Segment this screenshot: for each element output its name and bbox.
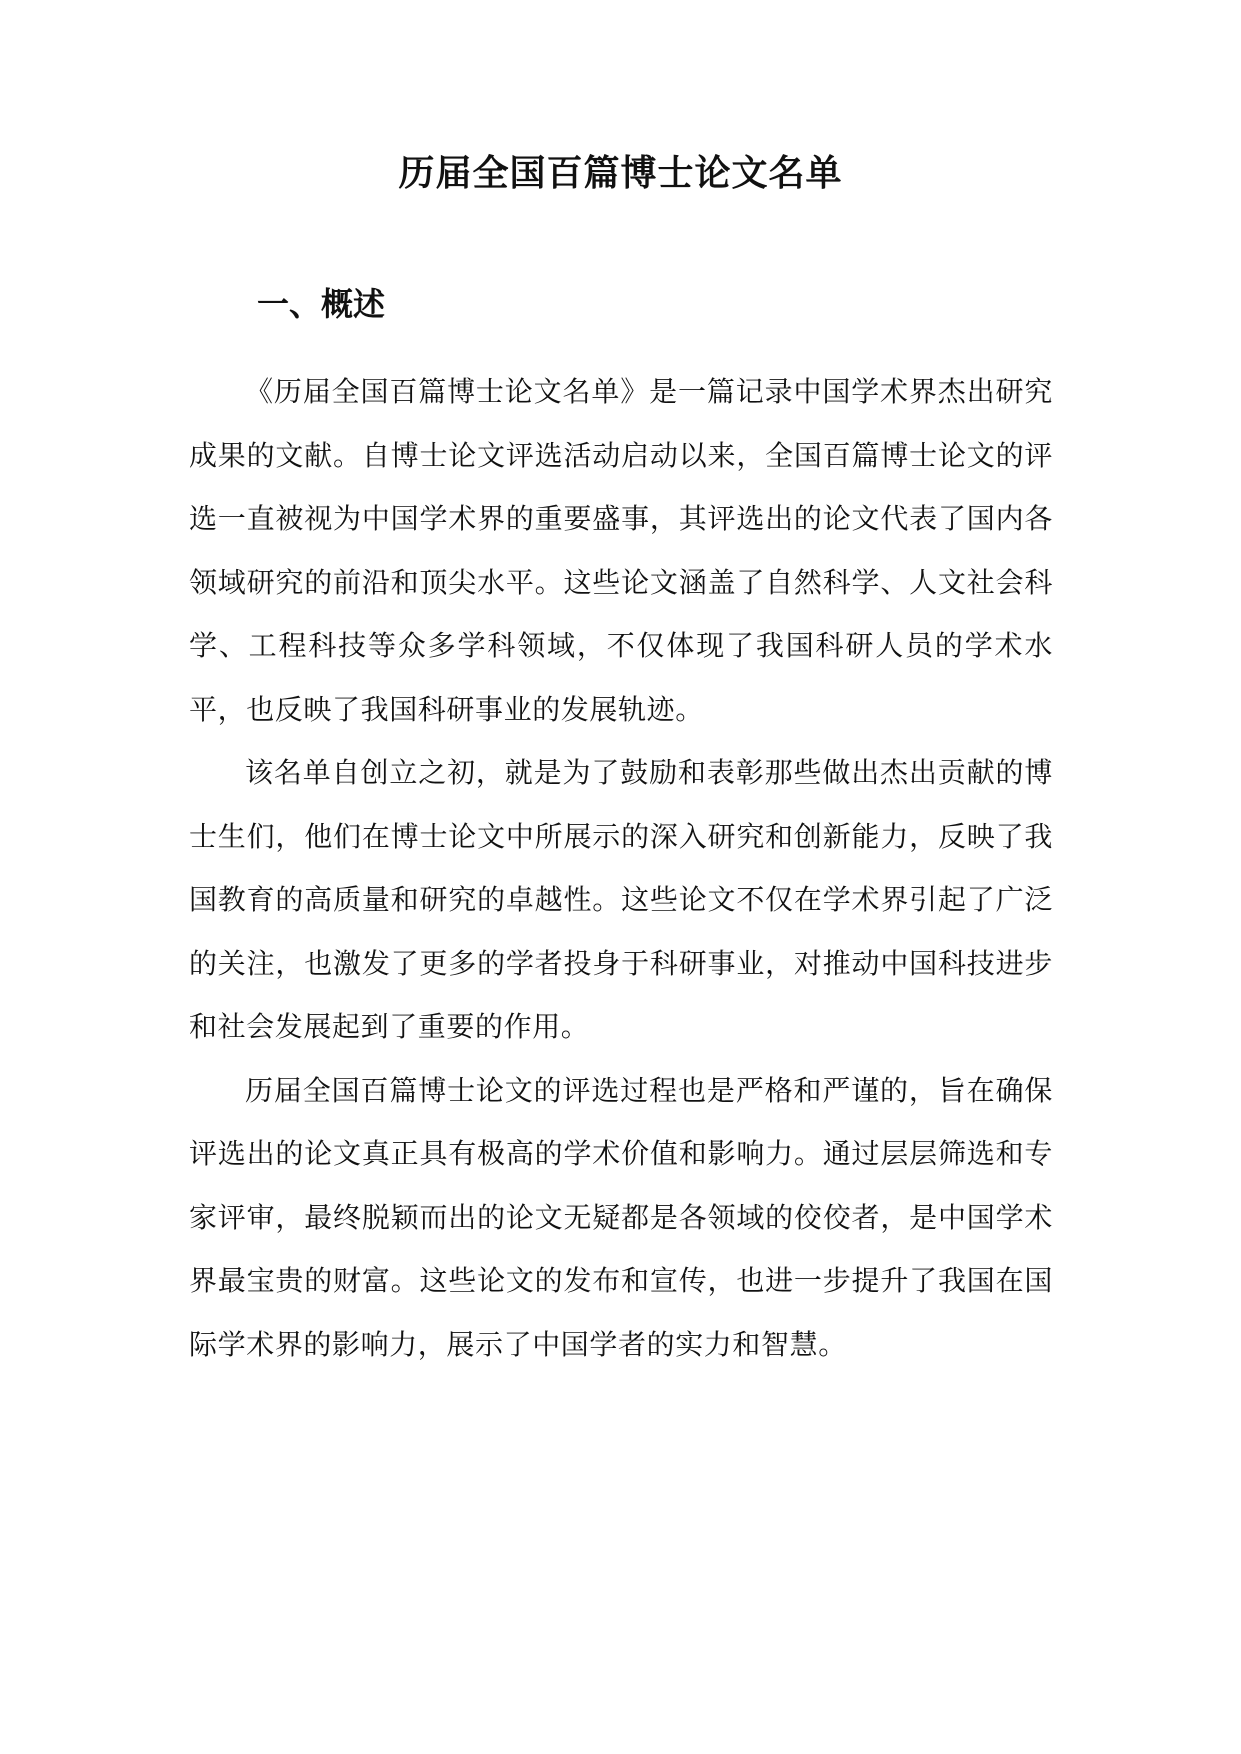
paragraph-2: 该名单自创立之初，就是为了鼓励和表彰那些做出杰出贡献的博士生们，他们在博士论文中所展示的深入研究和创新能力，反映了我国教育的高质量和研究的卓越性。这些论文不仅在学术界引起了广泛的关注，也激发了更多的学者投身于科研事业，对推动中国科技进步和社会发展起到了重要的作用。 [189, 756, 1053, 1043]
section-heading: 一、概述 [257, 285, 386, 323]
paragraph-3: 历届全国百篇博士论文的评选过程也是严格和严谨的，旨在确保评选出的论文真正具有极高的学术价值和影响力。通过层层筛选和专家评审，最终脱颖而出的论文无疑都是各领域的佼佼者，是中国学术界最宝贵的财富。这些论文的发布和宣传，也进一步提升了我国在国际学术界的影响力，展示了中国学者的实力和智慧。 [189, 1073, 1053, 1361]
document-body [189, 360, 1053, 1376]
document-title: 历届全国百篇博士论文名单 [398, 153, 843, 194]
paragraph-1: 《历届全国百篇博士论文名单》是一篇记录中国学术界杰出研究成果的文献。自博士论文评选活动启动以来，全国百篇博士论文的评选一直被视为中国学术界的重要盛事，其评选出的论文代表了国内各领域研究的前沿和顶尖水平。这些论文涵盖了自然科学、人文社会科学、工程科技等众多学科领域，不仅体现了我国科研人员的学术水平，也反映了我国科研事业的发展轨迹。 [189, 375, 1053, 726]
